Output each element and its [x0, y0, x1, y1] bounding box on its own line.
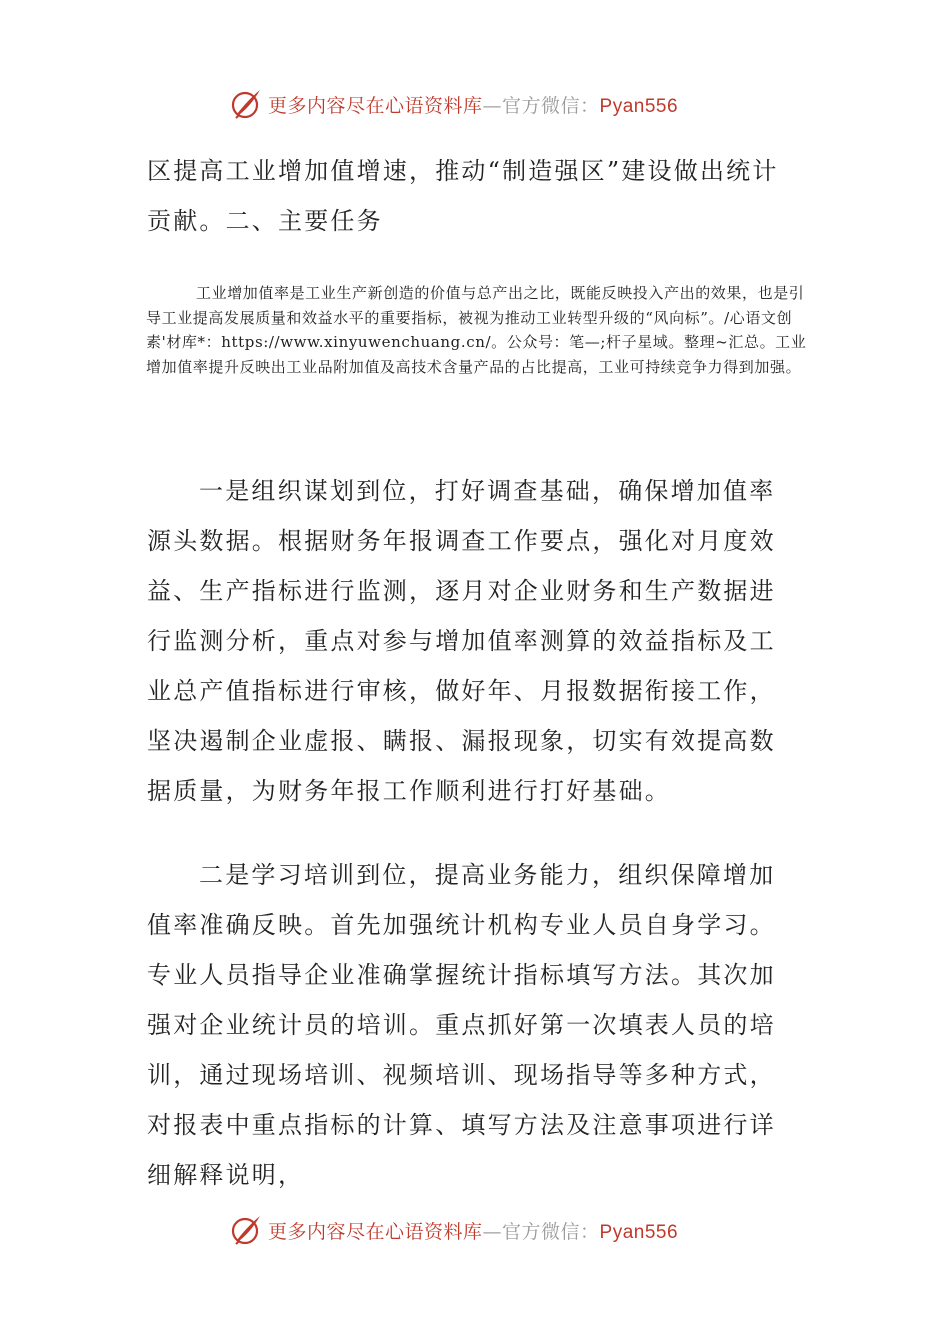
watermark-dash: —: [482, 94, 503, 117]
watermark-official: 官方微信：: [502, 1220, 600, 1243]
quill-pen-icon: [228, 1212, 264, 1248]
header-watermark: [228, 84, 748, 124]
watermark-brand: 更多内容尽在心语资料库: [268, 94, 483, 117]
watermark-brand: 更多内容尽在心语资料库: [268, 1220, 483, 1243]
watermark-text: [268, 1217, 678, 1244]
task-paragraph-2: 二是学习培训到位，提高业务能力，组织保障增加值率准确反映。首先加强统计机构专业人员自身学习。专业人员指导企业准确掌握统计指标填写方法。其次加强对企业统计员的培训。重点抓好第一次填表人员的培训，通过现场培训、视频培训、现场指导等多种方式，对报表中重点指标的计算、填写方法及注意事项进行详细解释说明，: [147, 861, 776, 1189]
watermark-text: [268, 91, 678, 118]
intro-paragraph: 区提高工业增加值增速，推动“制造强区”建设做出统计贡献。二、主要任务: [147, 157, 779, 235]
quote-paragraph: 工业增加值率是工业生产新创造的价值与总产出之比，既能反映投入产出的效果，也是引导工业提高发展质量和效益水平的重要指标，被视为推动工业转型升级的“风向标”。/心语文创素'材库*：https://www.xinyuwenchuang.cn/。公众号：笔—;杆子星域。整理~汇总。工业增加值率提升反映出工业品附加值及高技术含量产品的占比提高，工业可持续竞争力得到加强。: [146, 284, 807, 376]
task-paragraph-1: 一是组织谋划到位，打好调查基础，确保增加值率源头数据。根据财务年报调查工作要点，强化对月度效益、生产指标进行监测，逐月对企业财务和生产数据进行监测分析，重点对参与增加值率测算的效益指标及工业总产值指标进行审核，做好年、月报数据衔接工作，坚决遏制企业虚报、瞒报、漏报现象，切实有效提高数据质量，为财务年报工作顺利进行打好基础。: [147, 477, 776, 805]
watermark-handle: Pyan556: [599, 1221, 679, 1243]
watermark-official: 官方微信：: [502, 94, 600, 117]
watermark-dash: —: [482, 1220, 503, 1243]
quill-pen-icon: [228, 86, 264, 122]
footer-watermark: [228, 1210, 748, 1250]
watermark-handle: Pyan556: [599, 95, 679, 117]
